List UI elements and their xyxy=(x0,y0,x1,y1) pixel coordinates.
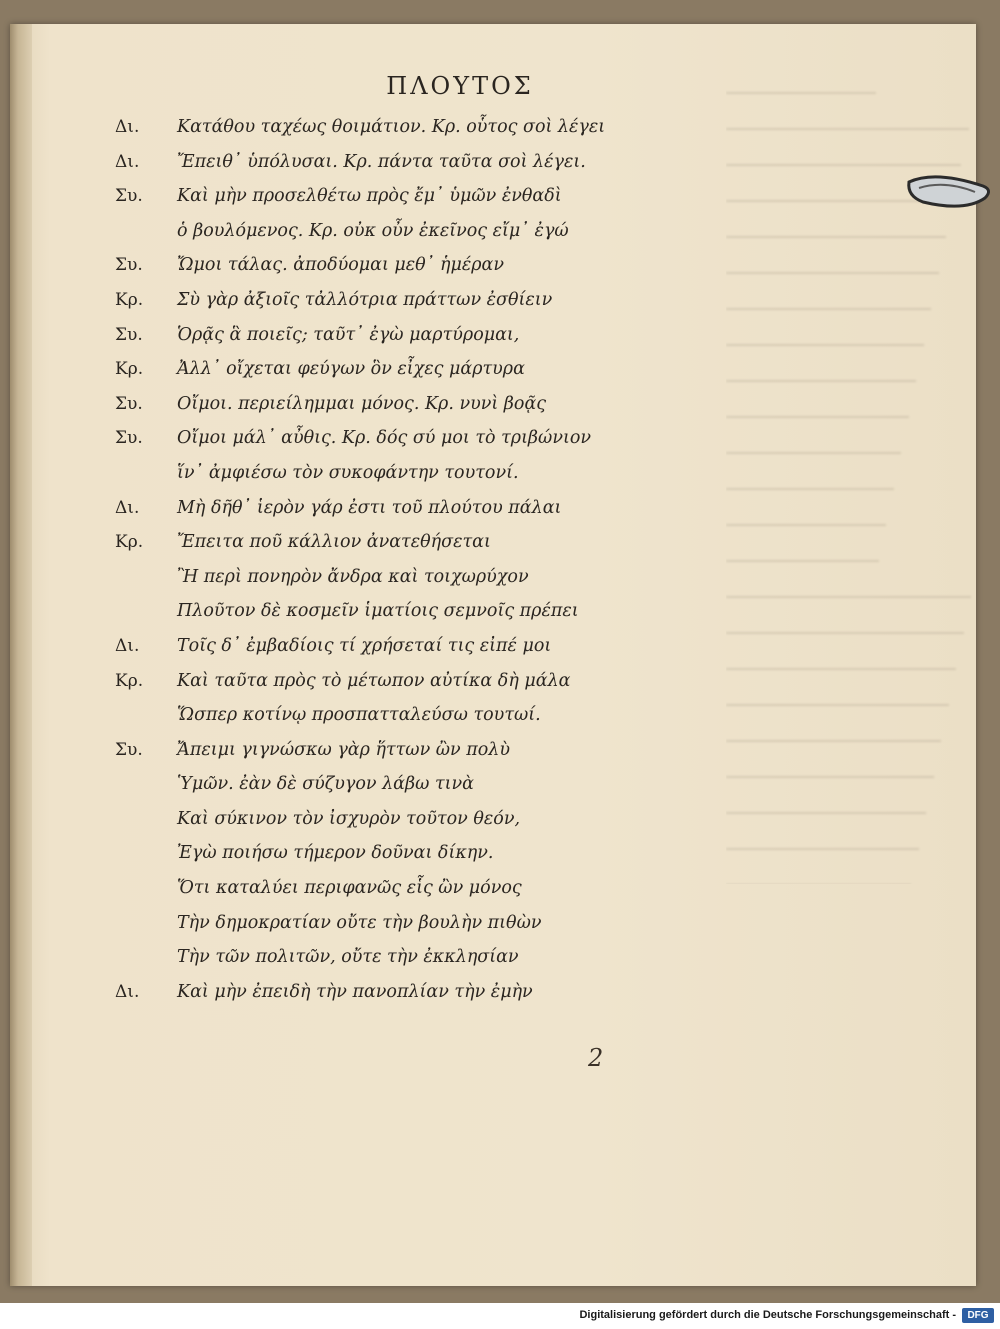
speaker-label: Δι. xyxy=(115,117,140,137)
verse-line xyxy=(115,456,635,491)
speaker-label: Κρ. xyxy=(115,359,144,380)
verse-text: Μὴ δῆθ᾽ ἱερὸν γάρ ἐστι τοῦ πλούτου πάλαι xyxy=(177,497,562,518)
verse-line xyxy=(115,283,635,318)
speaker-label: Συ. xyxy=(115,324,143,345)
verse-line xyxy=(115,733,635,768)
verse-text: ἵν᾽ ἀμφιέσω τὸν συκοφάντην τουτονί. xyxy=(177,462,519,483)
speaker-label: Συ. xyxy=(115,255,143,276)
verse-line xyxy=(115,214,635,249)
page-clip-icon xyxy=(905,160,995,220)
verse-text: Ὑμῶν. ἐὰν δὲ σύζυγον λάβω τινὰ xyxy=(177,774,474,795)
verse-text: Ἐγὼ ποιήσω τήμερον δοῦναι δίκην. xyxy=(177,843,494,864)
page-gutter xyxy=(10,24,32,1286)
verse-text: Οἴμοι. περιείλημμαι μόνος. Κρ. νυνὶ βοᾷς xyxy=(177,393,547,414)
verse-text: ὁ βουλόμενος. Κρ. οὐκ οὖν ἐκεῖνος εἴμ᾽ ἐγώ xyxy=(177,220,569,241)
folio-mark: 2 xyxy=(588,1044,604,1072)
verse-line xyxy=(115,871,635,906)
speaker-label: Δι. xyxy=(115,151,140,172)
verse-lines xyxy=(115,110,635,1009)
verse-line xyxy=(115,248,635,283)
verse-line xyxy=(115,975,635,1010)
verse-line xyxy=(115,179,635,214)
verse-text: Καὶ μὴν προσελθέτω πρὸς ἔμ᾽ ὑμῶν ἐνθαδὶ xyxy=(177,186,562,207)
verse-line xyxy=(115,836,635,871)
speaker-label: Κρ. xyxy=(115,289,144,310)
footer-credit: Digitalisierung gefördert durch die Deutsche Forschungsgemeinschaft - xyxy=(579,1309,956,1321)
verse-text: Καὶ σύκινον τὸν ἰσχυρὸν τοῦτον θεόν, xyxy=(177,808,521,829)
speaker-label: Δι. xyxy=(115,981,140,1002)
verse-line xyxy=(115,560,635,595)
verse-line xyxy=(115,940,635,975)
verse-text: Ἔπειθ᾽ ὑπόλυσαι. Κρ. πάντα ταῦτα σοὶ λέγει. xyxy=(177,151,586,172)
speaker-label: Κρ. xyxy=(115,532,144,553)
page-title: ΠΛΟΥΤΟΣ xyxy=(386,72,534,100)
verse-line xyxy=(115,145,635,180)
verse-line xyxy=(115,318,635,353)
verse-text: Καὶ μὴν ἐπειδὴ τὴν πανοπλίαν τὴν ἐμὴν xyxy=(177,981,533,1002)
verse-text: Πλοῦτον δὲ κοσμεῖν ἱματίοις σεμνοῖς πρέπει xyxy=(177,601,579,622)
speaker-label: Κρ. xyxy=(115,670,144,691)
verse-line xyxy=(115,491,635,526)
verse-text: Ἀλλ᾽ οἴχεται φεύγων ὃν εἶχες μάρτυρα xyxy=(177,359,525,380)
verse-text: Σὺ γὰρ ἀξιοῖς τἀλλότρια πράττων ἐσθίειν xyxy=(177,289,553,310)
verse-line xyxy=(115,525,635,560)
verse-text: Κατάθου ταχέως θοιμάτιον. Κρ. οὗτος σοὶ λέγει xyxy=(177,117,606,137)
verse-line xyxy=(115,767,635,802)
dfg-logo: DFG xyxy=(962,1308,994,1323)
verse-text: Ἔπειτα ποῦ κάλλιον ἀνατεθήσεται xyxy=(177,532,491,553)
verse-line xyxy=(115,664,635,699)
verse-line xyxy=(115,629,635,664)
verse-text: Τοῖς δ᾽ ἐμβαδίοις τί χρήσεταί τις εἰπέ μοι xyxy=(177,635,552,656)
speaker-label: Συ. xyxy=(115,428,143,449)
speaker-label: Συ. xyxy=(115,186,143,207)
verse-text: Καὶ ταῦτα πρὸς τὸ μέτωπον αὐτίκα δὴ μάλα xyxy=(177,670,571,691)
verse-text: Ὁρᾷς ἃ ποιεῖς; ταῦτ᾽ ἐγὼ μαρτύρομαι, xyxy=(177,324,520,345)
verse-line xyxy=(115,387,635,422)
verse-text: Τὴν τῶν πολιτῶν, οὔτε τὴν ἐκκλησίαν xyxy=(177,947,519,968)
verse-text: Οἴμοι μάλ᾽ αὖθις. Κρ. δός σύ μοι τὸ τριβώνιον xyxy=(177,428,591,449)
verse-line xyxy=(115,594,635,629)
verse-line xyxy=(115,906,635,941)
speaker-label: Συ. xyxy=(115,393,143,414)
verse-text: Ἢ περὶ πονηρὸν ἄνδρα καὶ τοιχωρύχον xyxy=(177,566,529,587)
verse-text: Ἄπειμι γιγνώσκω γὰρ ἥττων ὢν πολὺ xyxy=(177,739,511,760)
speaker-label: Δι. xyxy=(115,635,140,656)
book-page xyxy=(10,24,976,1286)
verse-line xyxy=(115,110,635,145)
verse-line xyxy=(115,421,635,456)
verse-text: Ὤμοι τάλας. ἀποδύομαι μεθ᾽ ἡμέραν xyxy=(177,255,505,276)
verse-line xyxy=(115,802,635,837)
verse-text: Ὥσπερ κοτίνῳ προσπατταλεύσω τουτωί. xyxy=(177,705,541,726)
verse-line xyxy=(115,352,635,387)
speaker-label: Δι. xyxy=(115,497,140,518)
speaker-label: Συ. xyxy=(115,739,143,760)
verse-line xyxy=(115,698,635,733)
verse-text: Τὴν δημοκρατίαν οὔτε τὴν βουλὴν πιθὼν xyxy=(177,912,542,933)
verse-text: Ὅτι καταλύει περιφανῶς εἷς ὢν μόνος xyxy=(177,878,522,899)
footer-bar xyxy=(0,1303,1000,1329)
